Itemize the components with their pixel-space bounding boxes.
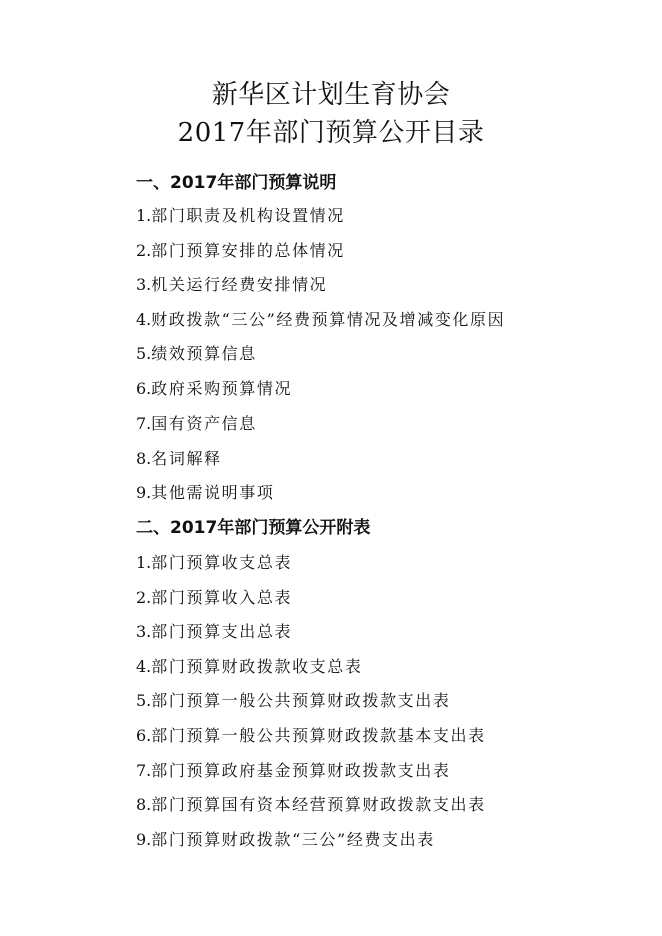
toc-item: 2.部门预算安排的总体情况 — [136, 241, 345, 260]
toc-item: 9.其他需说明事项 — [136, 483, 275, 502]
section-heading-1: 一、2017年部门预算说明 — [136, 173, 337, 193]
section-heading-2: 二、2017年部门预算公开附表 — [136, 518, 371, 538]
toc-item: 5.绩效预算信息 — [136, 344, 257, 363]
toc-item: 6.政府采购预算情况 — [136, 379, 293, 398]
document-title-line1: 新华区计划生育协会 — [211, 80, 451, 110]
toc-item: 4.财政拨款“三公”经费预算情况及增减变化原因 — [136, 310, 506, 329]
document-title-line2: 2017年部门预算公开目录 — [177, 118, 485, 148]
toc-item: 8.名词解释 — [136, 449, 222, 468]
toc-item: 1.部门职责及机构设置情况 — [136, 206, 345, 225]
toc-item: 3.机关运行经费安排情况 — [136, 275, 328, 294]
toc-item: 7.国有资产信息 — [136, 414, 257, 433]
toc-item: 7.部门预算政府基金预算财政拨款支出表 — [136, 761, 451, 780]
toc-item: 5.部门预算一般公共预算财政拨款支出表 — [136, 691, 451, 710]
toc-item: 1.部门预算收支总表 — [136, 553, 293, 572]
toc-item: 2.部门预算收入总表 — [136, 588, 293, 607]
toc-item: 6.部门预算一般公共预算财政拨款基本支出表 — [136, 726, 486, 745]
toc-item: 8.部门预算国有资本经营预算财政拨款支出表 — [136, 795, 486, 814]
toc-item: 3.部门预算支出总表 — [136, 622, 293, 641]
toc-item: 4.部门预算财政拨款收支总表 — [136, 657, 363, 676]
toc-item: 9.部门预算财政拨款“三公”经费支出表 — [136, 830, 435, 849]
